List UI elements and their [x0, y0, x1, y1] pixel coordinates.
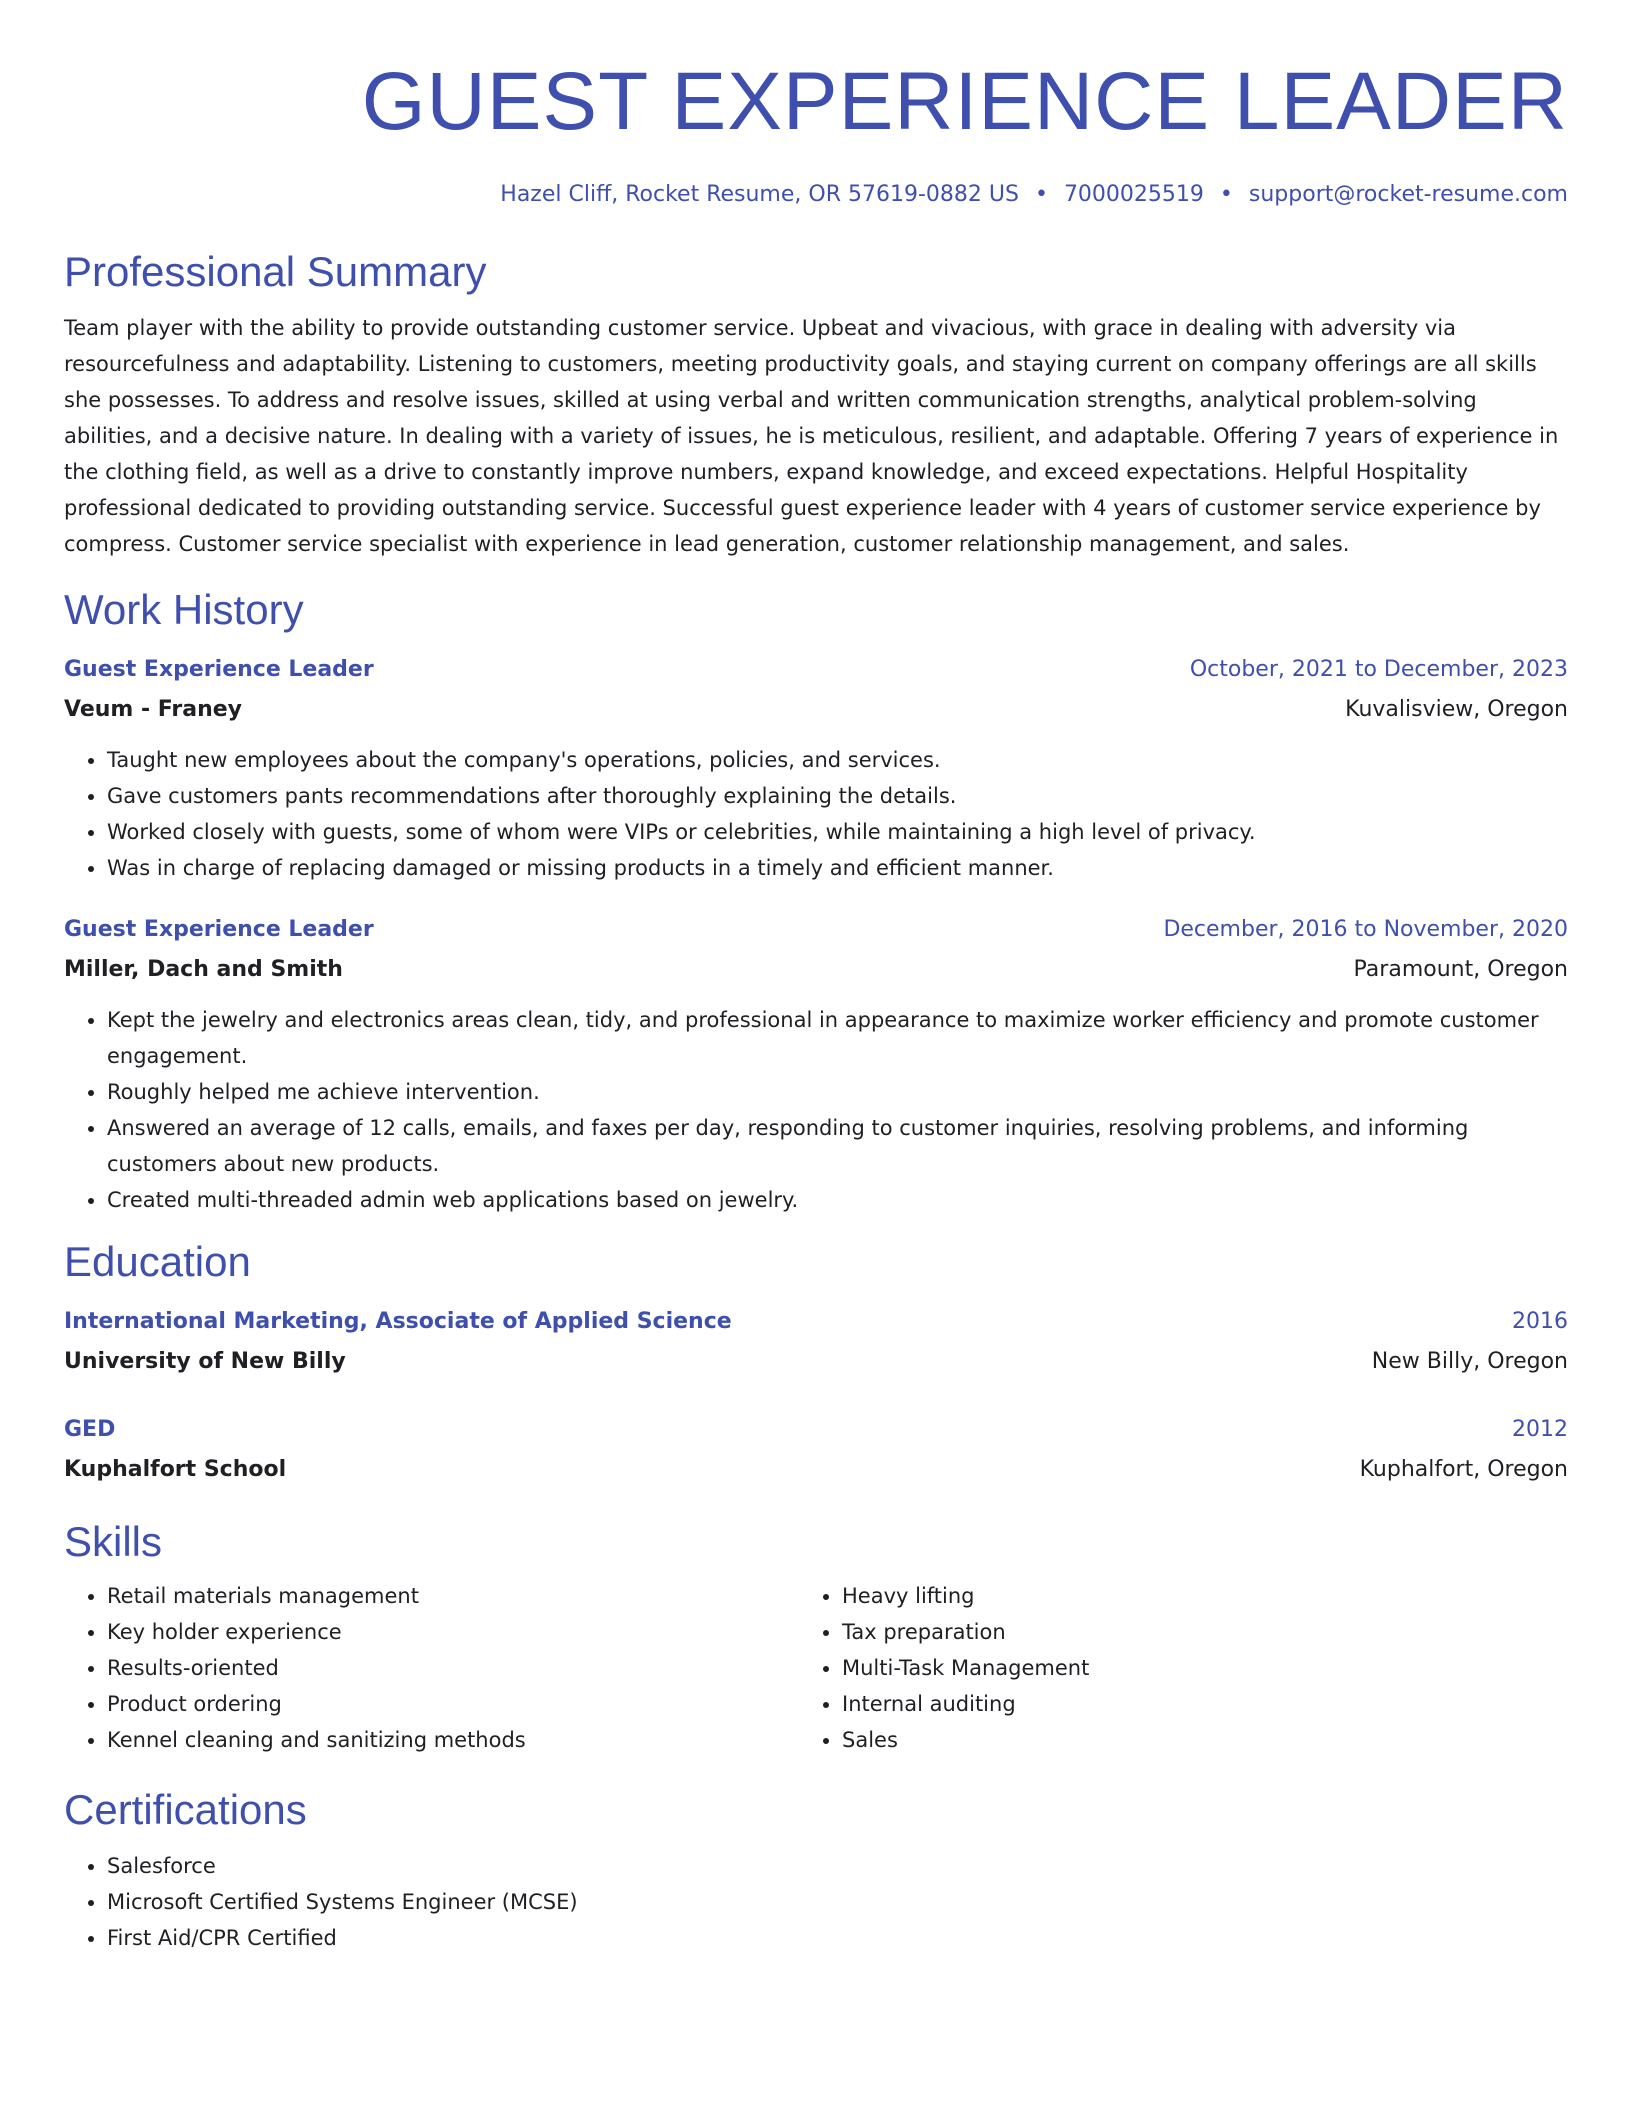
job-entry — [64, 910, 1568, 1218]
job-company: Miller, Dach and Smith — [64, 957, 343, 982]
job-bullet: • Taught new employees about the company's operations, policies, and services. — [107, 742, 1568, 778]
job-bullet: • Worked closely with guests, some of whom were VIPs or celebrities, while maintaining a high level of privacy. — [107, 814, 1568, 850]
skill-item: • Heavy lifting — [842, 1578, 1089, 1614]
skills-heading: Skills — [64, 1518, 163, 1565]
education-entry — [64, 1302, 1568, 1382]
education-school: Kuphalfort School — [64, 1457, 287, 1482]
summary-text: Team player with the ability to provide outstanding customer service. Upbeat and vivacious, with grace in dealing with adversity via resourcefulness and adaptability. Listening to customers, meeting productivity goals, and staying current on company offerings are all skills she possesses. To address and resolve issues, skilled at using verbal and written communication strengths, analytical problem-solving abilities, and a decisive nature. In dealing with a variety of issues, he is meticulous, resilient, and adaptable. Offering 7 years of experience in the clothing field, as well as a drive to constantly improve numbers, expand knowledge, and exceed expectations. Helpful Hospitality professional dedicated to providing outstanding service. Successful guest experience leader with 4 years of customer service experience by compress. Customer service specialist with experience in lead generation, customer relationship management, and sales. — [64, 316, 1559, 556]
skill-item: • Internal auditing — [842, 1686, 1089, 1722]
education-heading: Education — [64, 1238, 251, 1285]
job-role: Guest Experience Leader — [64, 917, 374, 942]
job-company: Veum - Franey — [64, 697, 243, 722]
skill-item: • Retail materials management — [107, 1578, 799, 1614]
job-role: Guest Experience Leader — [64, 657, 374, 682]
skill-item: • Sales — [842, 1722, 1089, 1758]
contact-address: Hazel Cliff, Rocket Resume, OR 57619-0882 US — [500, 182, 1019, 207]
skill-item: • Multi-Task Management — [842, 1650, 1089, 1686]
skills-column — [799, 1578, 1089, 1758]
certifications-heading: Certifications — [64, 1786, 307, 1833]
education-year: 2012 — [1512, 1417, 1568, 1442]
job-bullet: • Was in charge of replacing damaged or missing products in a timely and efficient manner. — [107, 850, 1568, 886]
education-school: University of New Billy — [64, 1349, 346, 1374]
education-year: 2016 — [1512, 1309, 1568, 1334]
job-bullets — [64, 742, 1568, 886]
contact-phone: 7000025519 — [1063, 182, 1204, 207]
job-bullets — [64, 1002, 1568, 1218]
education-degree: GED — [64, 1417, 116, 1442]
job-bullet: • Kept the jewelry and electronics areas clean, tidy, and professional in appearance to maximize worker efficiency and promote customer engagement. — [107, 1002, 1568, 1074]
job-dates: October, 2021 to December, 2023 — [1189, 657, 1568, 682]
skills-list — [64, 1578, 1568, 1758]
work-history-heading: Work History — [64, 586, 304, 633]
education-entry — [64, 1410, 1568, 1490]
skills-column — [64, 1578, 799, 1758]
contact-line — [64, 180, 1568, 210]
resume-name: GUEST EXPERIENCE LEADER — [361, 56, 1568, 147]
summary-heading: Professional Summary — [64, 248, 487, 295]
certification-item: • Microsoft Certified Systems Engineer (MCSE) — [107, 1884, 1568, 1920]
skill-item: • Results-oriented — [107, 1650, 799, 1686]
education-degree: International Marketing, Associate of Applied Science — [64, 1309, 732, 1334]
skill-item: • Product ordering — [107, 1686, 799, 1722]
resume-header — [64, 52, 1568, 210]
contact-email: support@rocket-resume.com — [1248, 182, 1568, 207]
education-location: Kuphalfort, Oregon — [1359, 1457, 1568, 1482]
job-bullet: • Gave customers pants recommendations after thoroughly explaining the details. — [107, 778, 1568, 814]
skill-item: • Kennel cleaning and sanitizing methods — [107, 1722, 799, 1758]
skill-item: • Key holder experience — [107, 1614, 799, 1650]
job-entry — [64, 650, 1568, 886]
skill-item: • Tax preparation — [842, 1614, 1089, 1650]
job-bullet: • Answered an average of 12 calls, emails, and faxes per day, responding to customer inquiries, resolving problems, and informing customers about new products. — [107, 1110, 1568, 1182]
certification-item: • Salesforce — [107, 1848, 1568, 1884]
job-bullet: • Created multi-threaded admin web applications based on jewelry. — [107, 1182, 1568, 1218]
certification-item: • First Aid/CPR Certified — [107, 1920, 1568, 1956]
job-location: Paramount, Oregon — [1353, 957, 1568, 982]
certifications-list — [64, 1848, 1568, 1956]
job-dates: December, 2016 to November, 2020 — [1163, 917, 1568, 942]
contact-separator: • — [1034, 182, 1048, 207]
education-location: New Billy, Oregon — [1371, 1349, 1568, 1374]
contact-separator: • — [1219, 182, 1233, 207]
job-bullet: • Roughly helped me achieve intervention. — [107, 1074, 1568, 1110]
job-location: Kuvalisview, Oregon — [1345, 697, 1568, 722]
